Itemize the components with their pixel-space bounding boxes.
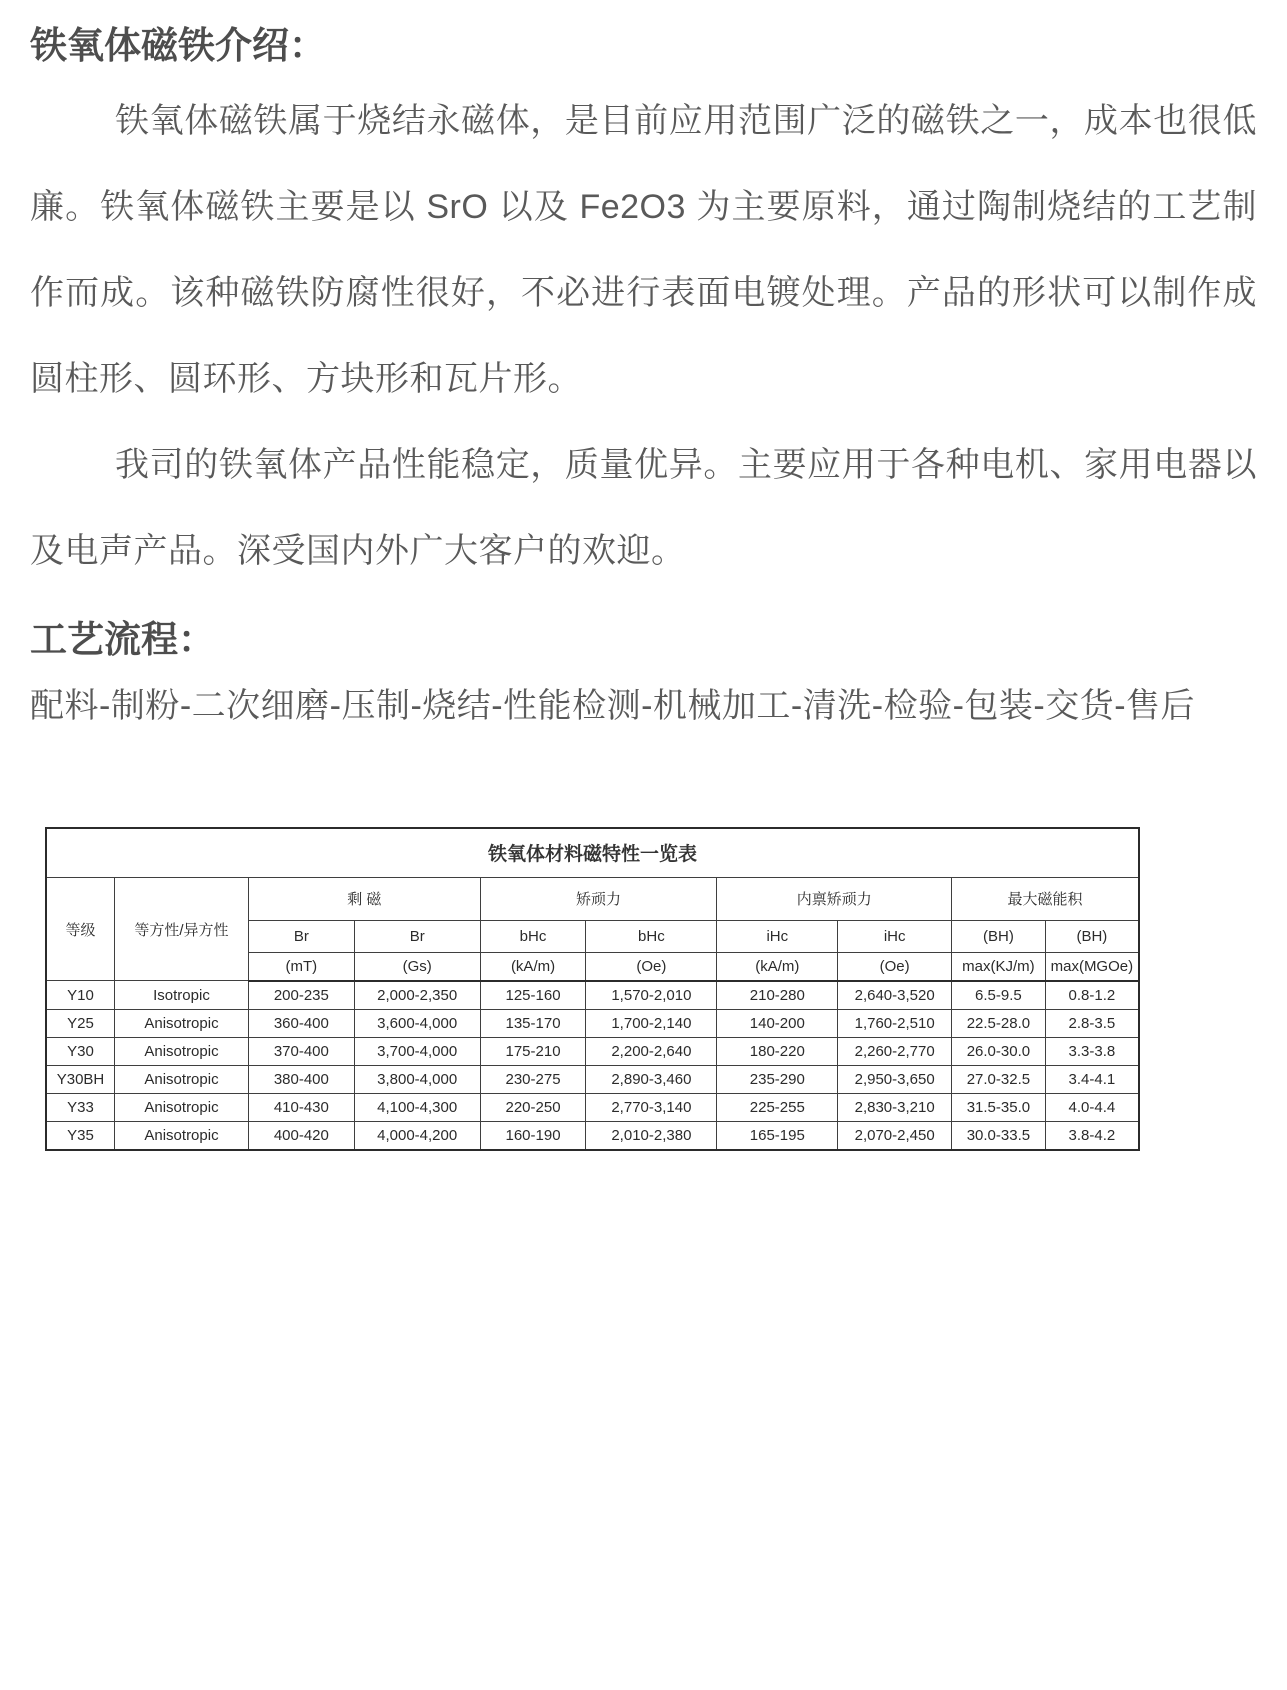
unit-mgoe: max(MGOe) bbox=[1045, 952, 1139, 981]
unit-oe-1: (Oe) bbox=[586, 952, 717, 981]
unit-gs: (Gs) bbox=[354, 952, 480, 981]
table-cell: 210-280 bbox=[717, 981, 838, 1010]
table-row bbox=[46, 1121, 1139, 1150]
table-group-header-row bbox=[46, 877, 1139, 920]
table-row bbox=[46, 981, 1139, 1010]
table-cell: Anisotropic bbox=[115, 1093, 249, 1121]
table-cell: 2,770-3,140 bbox=[586, 1093, 717, 1121]
table-cell: Isotropic bbox=[115, 981, 249, 1010]
table-cell: 1,570-2,010 bbox=[586, 981, 717, 1010]
table-title: 铁氧体材料磁特性一览表 bbox=[46, 828, 1139, 878]
table-cell: 165-195 bbox=[717, 1121, 838, 1150]
table-cell: 380-400 bbox=[248, 1065, 354, 1093]
table-cell: Anisotropic bbox=[115, 1121, 249, 1150]
table-cell: 3.4-4.1 bbox=[1045, 1065, 1139, 1093]
table-cell: 3,800-4,000 bbox=[354, 1065, 480, 1093]
table-cell: 230-275 bbox=[480, 1065, 586, 1093]
table-cell: 370-400 bbox=[248, 1037, 354, 1065]
table-cell: 4,100-4,300 bbox=[354, 1093, 480, 1121]
table-cell: 1,700-2,140 bbox=[586, 1009, 717, 1037]
table-cell: 27.0-32.5 bbox=[952, 1065, 1046, 1093]
table-cell: 160-190 bbox=[480, 1121, 586, 1150]
table-cell: Anisotropic bbox=[115, 1037, 249, 1065]
table-cell: 26.0-30.0 bbox=[952, 1037, 1046, 1065]
unit-kjm: max(KJ/m) bbox=[952, 952, 1046, 981]
table-title-row bbox=[46, 828, 1139, 878]
table-row bbox=[46, 1037, 1139, 1065]
table-cell: 2,000-2,350 bbox=[354, 981, 480, 1010]
header-intrinsic-coercivity: 内禀矫顽力 bbox=[717, 877, 952, 920]
header-br-mt: Br bbox=[248, 920, 354, 952]
table-cell: 3,700-4,000 bbox=[354, 1037, 480, 1065]
table-cell: 22.5-28.0 bbox=[952, 1009, 1046, 1037]
ferrite-spec-table bbox=[45, 827, 1140, 1151]
table-cell: 3.3-3.8 bbox=[1045, 1037, 1139, 1065]
header-isotropy: 等方性/异方性 bbox=[115, 877, 249, 981]
table-cell: 30.0-33.5 bbox=[952, 1121, 1046, 1150]
table-cell: 135-170 bbox=[480, 1009, 586, 1037]
table-cell: 4,000-4,200 bbox=[354, 1121, 480, 1150]
header-br-gs: Br bbox=[354, 920, 480, 952]
process-heading: 工艺流程： bbox=[30, 619, 215, 661]
table-body bbox=[46, 981, 1139, 1150]
table-cell: 360-400 bbox=[248, 1009, 354, 1037]
table-cell: 6.5-9.5 bbox=[952, 981, 1046, 1010]
table-cell: 2,010-2,380 bbox=[586, 1121, 717, 1150]
table-cell: 140-200 bbox=[717, 1009, 838, 1037]
header-bhc-oe: bHc bbox=[586, 920, 717, 952]
table-cell: 1,760-2,510 bbox=[838, 1009, 952, 1037]
process-paragraph: 配料-制粉-二次细磨-压制-烧结-性能检测-机械加工-清洗-检验-包装-交货-售后 bbox=[30, 686, 1196, 725]
table-cell: 2,260-2,770 bbox=[838, 1037, 952, 1065]
table-cell: 235-290 bbox=[717, 1065, 838, 1093]
table-cell: 2,200-2,640 bbox=[586, 1037, 717, 1065]
table-row bbox=[46, 1065, 1139, 1093]
header-bh-mgoe: (BH) bbox=[1045, 920, 1139, 952]
table-cell: 2,640-3,520 bbox=[838, 981, 952, 1010]
header-max-energy-product: 最大磁能积 bbox=[952, 877, 1139, 920]
table-cell: 220-250 bbox=[480, 1093, 586, 1121]
table-cell: 225-255 bbox=[717, 1093, 838, 1121]
table-cell: 4.0-4.4 bbox=[1045, 1093, 1139, 1121]
table-cell: 0.8-1.2 bbox=[1045, 981, 1139, 1010]
table-cell: Y35 bbox=[46, 1121, 115, 1150]
header-ihc-ka: iHc bbox=[717, 920, 838, 952]
unit-oe-2: (Oe) bbox=[838, 952, 952, 981]
table-cell: 2,950-3,650 bbox=[838, 1065, 952, 1093]
header-ihc-oe: iHc bbox=[838, 920, 952, 952]
unit-mt: (mT) bbox=[248, 952, 354, 981]
header-bh-kjm: (BH) bbox=[952, 920, 1046, 952]
table-cell: 410-430 bbox=[248, 1093, 354, 1121]
unit-kam-2: (kA/m) bbox=[717, 952, 838, 981]
unit-kam-1: (kA/m) bbox=[480, 952, 586, 981]
header-coercivity: 矫顽力 bbox=[480, 877, 717, 920]
table-cell: 175-210 bbox=[480, 1037, 586, 1065]
table-row bbox=[46, 1093, 1139, 1121]
table-cell: 400-420 bbox=[248, 1121, 354, 1150]
table-cell: 180-220 bbox=[717, 1037, 838, 1065]
table-cell: 2,070-2,450 bbox=[838, 1121, 952, 1150]
table-cell: Y25 bbox=[46, 1009, 115, 1037]
table-cell: Y10 bbox=[46, 981, 115, 1010]
table-cell: Anisotropic bbox=[115, 1009, 249, 1037]
table-row bbox=[46, 1009, 1139, 1037]
table-cell: 2,890-3,460 bbox=[586, 1065, 717, 1093]
table-cell: 125-160 bbox=[480, 981, 586, 1010]
header-bhc-ka: bHc bbox=[480, 920, 586, 952]
spec-table-container bbox=[45, 827, 1257, 1151]
intro-paragraph-1: 铁氧体磁铁属于烧结永磁体，是目前应用范围广泛的磁铁之一，成本也很低廉。铁氧体磁铁主要是以 SrO 以及 Fe2O3 为主要原料，通过陶制烧结的工艺制作而成。该种磁铁防腐性很好，不必进行表面电镀处理。产品的形状可以制作成圆柱形、圆环形、方块形和瓦片形。 bbox=[30, 102, 1257, 399]
table-cell: 3.8-4.2 bbox=[1045, 1121, 1139, 1150]
intro-heading: 铁氧体磁铁介绍： bbox=[30, 25, 326, 66]
table-cell: 200-235 bbox=[248, 981, 354, 1010]
table-cell: Y33 bbox=[46, 1093, 115, 1121]
table-cell: 3,600-4,000 bbox=[354, 1009, 480, 1037]
header-grade: 等级 bbox=[46, 877, 115, 981]
table-cell: Y30 bbox=[46, 1037, 115, 1065]
table-cell: Y30BH bbox=[46, 1065, 115, 1093]
table-cell: 2,830-3,210 bbox=[838, 1093, 952, 1121]
intro-paragraph-2: 我司的铁氧体产品性能稳定，质量优异。主要应用于各种电机、家用电器以及电声产品。深受国内外广大客户的欢迎。 bbox=[30, 446, 1257, 571]
header-remanence: 剩 磁 bbox=[248, 877, 480, 920]
table-cell: 2.8-3.5 bbox=[1045, 1009, 1139, 1037]
table-cell: 31.5-35.0 bbox=[952, 1093, 1046, 1121]
table-cell: Anisotropic bbox=[115, 1065, 249, 1093]
